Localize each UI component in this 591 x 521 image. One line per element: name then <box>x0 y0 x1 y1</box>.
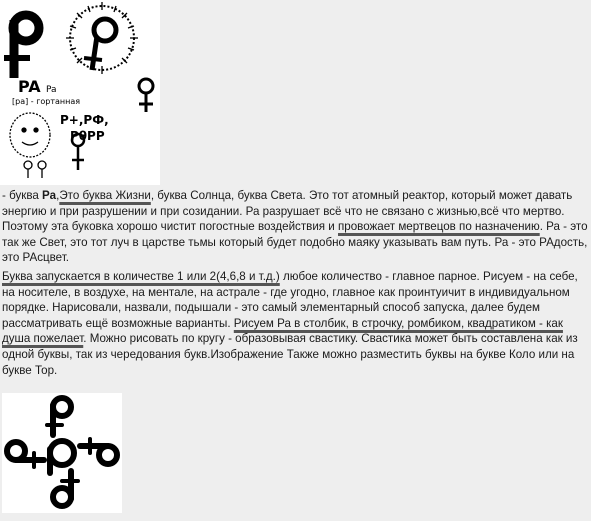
highlight-escort-dead: провожает мертвецов по назначению <box>338 220 540 234</box>
ra-glyph-left <box>7 442 44 467</box>
ra-glyph-top <box>47 398 71 435</box>
article-body <box>2 188 588 378</box>
highlight-letter-of-life: Это буква Жизни <box>59 189 151 202</box>
ra-cross-drawing <box>2 393 122 513</box>
ra-letter-illustration <box>0 0 160 185</box>
ra-glyph-right <box>80 439 117 464</box>
ra-cross-illustration <box>2 393 122 513</box>
paragraph-ra-launch <box>2 269 588 378</box>
ra-small-label: Pa <box>46 85 57 95</box>
highlight-draw-arrangements: Рисуем Ра в столбик, в строчку, ромбиком, квадратиком - как душа пожелает <box>2 316 563 346</box>
ra-glyph-bottom <box>53 471 78 506</box>
text-segment: , буква Солнца, буква Света. Это тот атомный реактор, который может давать энергию и при разрушении и при созидании. Ра разрушает всё что не связано с жизнью,всё что мертво. Поэтому эта буковка хорошо чистит погостные воздействия и <box>2 189 573 234</box>
highlight-launch-count: Буква запускается в количестве 1 или 2(4,6,8 и т.д.) <box>2 269 280 283</box>
ra-variants-row1: P+,PФ, <box>60 113 109 127</box>
ra-phonetic-label: [pa] - гортанная <box>12 97 81 106</box>
text-segment: . Можно рисовать по кругу - образовывая свастику. Свастика может быть составлена как из одной буквы, так из чередования букв.Изображение Также можно разместить буквы на букве Коло или на букве Тор. <box>2 332 578 377</box>
ra-big-label: PA <box>18 77 41 96</box>
small-ra-glyph <box>139 79 153 112</box>
big-ra-glyph <box>4 15 39 78</box>
ra-variants-row2: PθPP <box>70 129 105 143</box>
ra-bold: Ра <box>42 189 57 202</box>
text-segment: , <box>56 189 60 202</box>
paragraph-ra-meaning <box>2 188 588 266</box>
text-segment: любое количество - главное парное. Рисуем - на себе, на носителе, в воздухе, на ментале, на астрале - где угодно, главное как проинтуичит в индивидуальном порядке. Нарисовали, назвали, подышали - это самый элементарный способ запуска, далее будем рассматривать ещё возможные варианты. <box>2 269 578 330</box>
face-ra-figure <box>10 113 50 178</box>
text-segment: . Ра - это так же Свет, это тот луч в царстве тьмы который будет подобно маяку указывать вам путь. Ра - это РАдость, это РАсцвет. <box>2 220 588 265</box>
text-segment: - буква <box>2 189 43 202</box>
ra-glyphs-drawing <box>0 0 160 185</box>
sun-ra-figure <box>66 2 138 74</box>
